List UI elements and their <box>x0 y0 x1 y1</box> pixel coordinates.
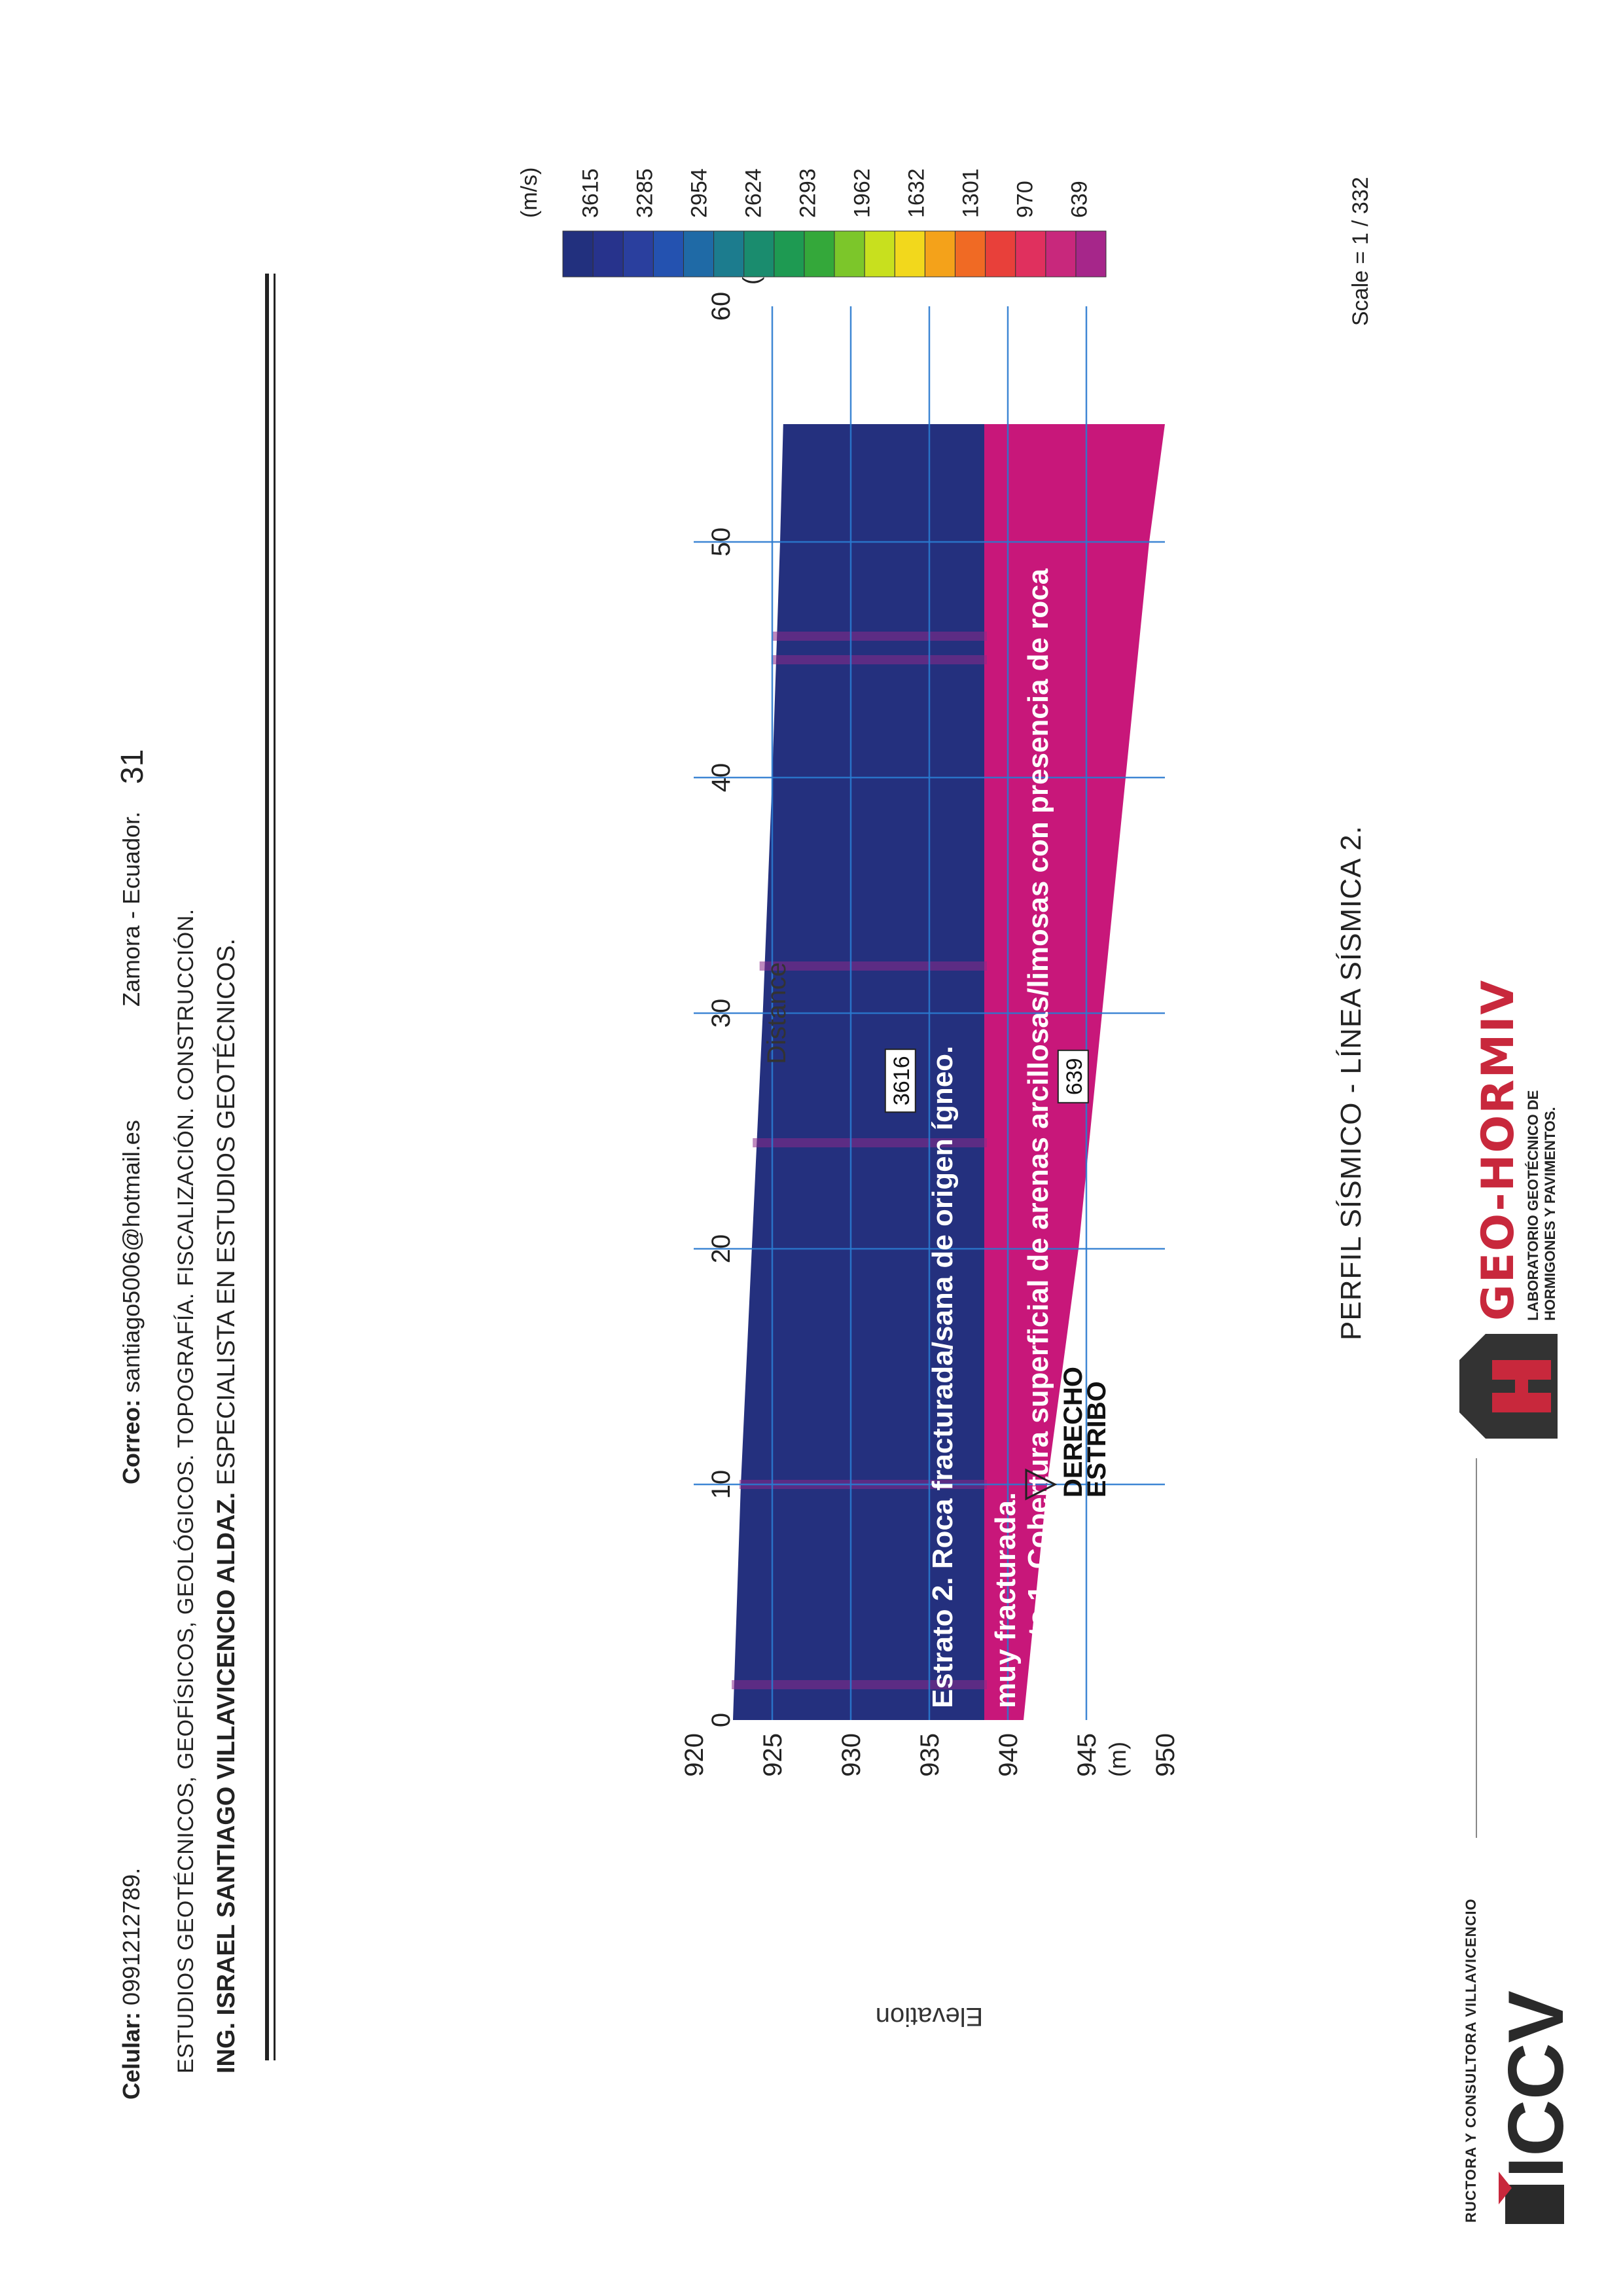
x-tick-label: 50 <box>707 527 736 557</box>
colorbar-swatch <box>593 231 623 277</box>
colorbar-swatch <box>986 231 1016 277</box>
colorbar-swatch <box>804 231 834 277</box>
x-tick-label: 40 <box>707 762 736 793</box>
colorbar-label: 3285 <box>632 168 658 218</box>
velocity-box-3616 <box>885 1049 916 1112</box>
colorbar-swatch <box>714 231 744 277</box>
colorbar-label: 1962 <box>849 168 875 218</box>
y-tick-label: 925 <box>758 1733 787 1777</box>
colorbar-label: 3615 <box>578 168 603 218</box>
colorbar-label: 1632 <box>904 168 929 218</box>
email-label: Correo: <box>118 1399 145 1484</box>
colorbar-swatch <box>925 231 955 277</box>
iccv-tagline: RUCTORA Y CONSULTORA VILLAVICENCIO <box>1463 1898 1479 2223</box>
location: Zamora - Ecuador. <box>118 811 145 1007</box>
footer-rule-thick <box>265 274 269 2060</box>
colorbar-swatch <box>865 231 895 277</box>
y-tick-label: 950 <box>1151 1733 1180 1777</box>
estribo-label-1: ESTRIBO <box>1082 1381 1111 1498</box>
x-tick-label: 20 <box>707 1234 736 1264</box>
x-axis-title: Distance <box>762 962 791 1064</box>
velocity-value: 3616 <box>889 1056 914 1106</box>
page-number: 31 <box>115 749 150 784</box>
iccv-logo-text: ICCV <box>1492 1990 1580 2178</box>
colorbar-swatch <box>683 231 713 277</box>
stratum-2-label: Estrato 2. Roca fracturada/sana de origen ígneo. <box>926 1045 959 1708</box>
colorbar-label: 2624 <box>741 168 766 218</box>
y-tick-label: 935 <box>916 1733 944 1777</box>
colorbar-swatch <box>563 231 593 277</box>
colorbar-swatch <box>1016 231 1046 277</box>
y-unit-label: (m) <box>1104 1742 1131 1777</box>
colorbar-swatch <box>1076 231 1106 277</box>
x-tick-label: 30 <box>707 998 736 1028</box>
scale-label: Scale = 1 / 332 <box>1348 177 1373 326</box>
y-tick-label: 930 <box>837 1733 866 1777</box>
colorbar-swatch <box>955 231 985 277</box>
geo-hormiv-name: GEO-HORMIV <box>1472 978 1524 1321</box>
velocity-value: 639 <box>1061 1058 1087 1096</box>
colorbar-label: 2954 <box>687 168 712 218</box>
email-line <box>118 1120 145 1484</box>
y-tick-label: 920 <box>680 1733 709 1777</box>
colorbar-swatch <box>623 231 653 277</box>
y-tick-label: 940 <box>994 1733 1023 1777</box>
email-value: santiago5006@hotmail.es <box>118 1120 145 1399</box>
phone-label: Celular: <box>118 2011 145 2100</box>
colorbar-label: 970 <box>1012 181 1038 218</box>
colorbar-swatch <box>834 231 865 277</box>
footer-rule-thin <box>274 274 276 2060</box>
engineer-specialty: ESPECIALISTA EN ESTUDIOS GEOTÉCNICOS. <box>213 938 240 1492</box>
x-tick-label: 60 <box>707 291 736 321</box>
colorbar-swatch <box>774 231 804 277</box>
page-title: PERFIL SÍSMICO - LÍNEA SÍSMICA 2. <box>1335 825 1367 1340</box>
velocity-box-639 <box>1058 1050 1088 1103</box>
y-axis-title: Elevation <box>875 2002 984 2031</box>
colorbar-swatch <box>653 231 683 277</box>
colorbar-label: 639 <box>1067 181 1092 218</box>
estribo-label-2: DERECHO <box>1058 1366 1088 1498</box>
phone-line <box>118 1868 145 2100</box>
phone-value: 0991212789. <box>118 1867 145 2012</box>
colorbar-swatch <box>895 231 925 277</box>
geo-hormiv-sub1: LABORATORIO GEOTÉCNICO DE <box>1525 1090 1541 1321</box>
x-tick-label: 0 <box>707 1712 736 1728</box>
colorbar-swatch <box>744 231 774 277</box>
colorbar-swatch <box>1046 231 1076 277</box>
engineer-name: ING. ISRAEL SANTIAGO VILLAVICENCIO ALDAZ. <box>213 1492 240 2073</box>
colorbar-unit: (m/s) <box>517 167 542 218</box>
engineer-line <box>213 939 241 2073</box>
services-line: ESTUDIOS GEOTÉCNICOS, GEOFÍSICOS, GEOLÓGICOS. TOPOGRAFÍA. FISCALIZACIÓN. CONSTRUCCIÓN. <box>173 908 198 2073</box>
stratum-1-label-cont: muy fracturada. <box>989 1492 1022 1708</box>
y-tick-label: 945 <box>1073 1733 1101 1777</box>
geo-hormiv-sub2: HORMIGONES Y PAVIMENTOS. <box>1542 1107 1558 1321</box>
colorbar-label: 2293 <box>795 168 821 218</box>
x-tick-label: 10 <box>707 1469 736 1499</box>
colorbar-label: 1301 <box>958 168 984 218</box>
stratum-1-label: Estrato 1. Cobertura superficial de arenas arcillosas/limosas con presencia de roca <box>1022 568 1055 1708</box>
